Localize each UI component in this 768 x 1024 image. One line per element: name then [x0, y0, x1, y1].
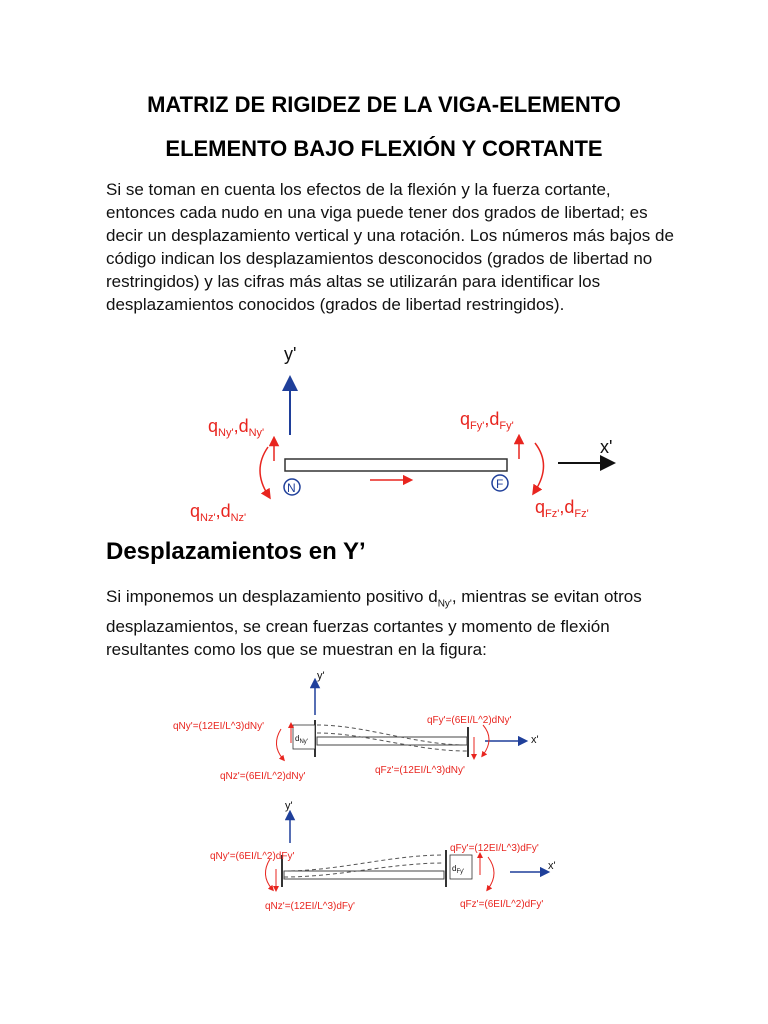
eq-qfy: qFy'=(12EI/L^3)dFy' [450, 843, 539, 854]
eq-qfz: qFz'=(12EI/L^3)dNy' [375, 765, 465, 776]
beam-dof-figure [180, 335, 620, 535]
eq-qny: qNy'=(12EI/L^3)dNy' [173, 721, 265, 732]
qny-moment-arrow [265, 859, 272, 889]
displacement-label: $d_{Ny'}$ [295, 734, 308, 745]
deflected-shape [284, 855, 444, 871]
beam [284, 871, 444, 879]
label-qny-dny: $q_{Ny'},d_{Ny'}$ [208, 416, 265, 439]
x-axis-label: x' [600, 437, 613, 457]
eq-qny: qNy'=(6EI/L^2)dFy' [210, 851, 295, 862]
displacement-fy-figure [170, 795, 610, 925]
qfy-moment-arrow [483, 725, 489, 755]
section-heading: Desplazamientos en Y’ [106, 538, 366, 565]
displacement-label: $d_{Fy'}$ [452, 864, 465, 875]
eq-qnz: qNz'=(6EI/L^2)dNy' [220, 771, 306, 782]
qfz-moment-arrow [488, 857, 494, 889]
nz-moment-arrow [260, 447, 268, 495]
document-title-line-1: MATRIZ DE RIGIDEZ DE LA VIGA-ELEMENTO [147, 92, 621, 117]
document-title-line-2: ELEMENTO BAJO FLEXIÓN Y CORTANTE [165, 136, 603, 161]
y-axis-label: y' [317, 670, 325, 682]
intro-paragraph: Si se toman en cuenta los efectos de la flexión y la fuerza cortante, entonces cada nudo en una viga puede tener dos grados de libertad; es decir un desplazamiento vertical y una rotación. Los números más bajos de código indican los desplazamientos desconocidos (grados de libertad no restringidos) y las cifras más altas se utilizarán para identificar los desplazamientos conocidos (grados de libertad restringidos). [106, 180, 674, 314]
qnz-moment-arrow [276, 729, 283, 759]
x-axis-label: x' [548, 860, 556, 872]
eq-qfz: qFz'=(6EI/L^2)dFy' [460, 899, 544, 910]
y-axis-label: y' [285, 800, 293, 812]
node-n-label: N [287, 481, 296, 495]
displacement-paragraph: Si imponemos un desplazamiento positivo $d_{Ny'}$, mientras se evitan otros desplazamientos, se crean fuerzas cortantes y momento de flexión resultantes como los que se muestran en la figura: [106, 587, 642, 660]
y-axis-label: y' [284, 344, 297, 364]
label-qnz-dnz: $q_{Nz'},d_{Nz'}$ [190, 501, 247, 524]
eq-qnz: qNz'=(12EI/L^3)dFy' [265, 901, 355, 912]
fz-moment-arrow [535, 443, 544, 491]
beam [285, 459, 507, 471]
label-qfy-dfy: $q_{Fy'},d_{Fy'}$ [460, 409, 514, 432]
eq-qfy: qFy'=(6EI/L^2)dNy' [427, 715, 512, 726]
displacement-ny-figure [165, 665, 605, 795]
x-axis-label: x' [531, 734, 539, 746]
label-qfz-dfz: $q_{Fz'},d_{Fz'}$ [535, 497, 589, 520]
node-f-label: F [496, 477, 504, 491]
